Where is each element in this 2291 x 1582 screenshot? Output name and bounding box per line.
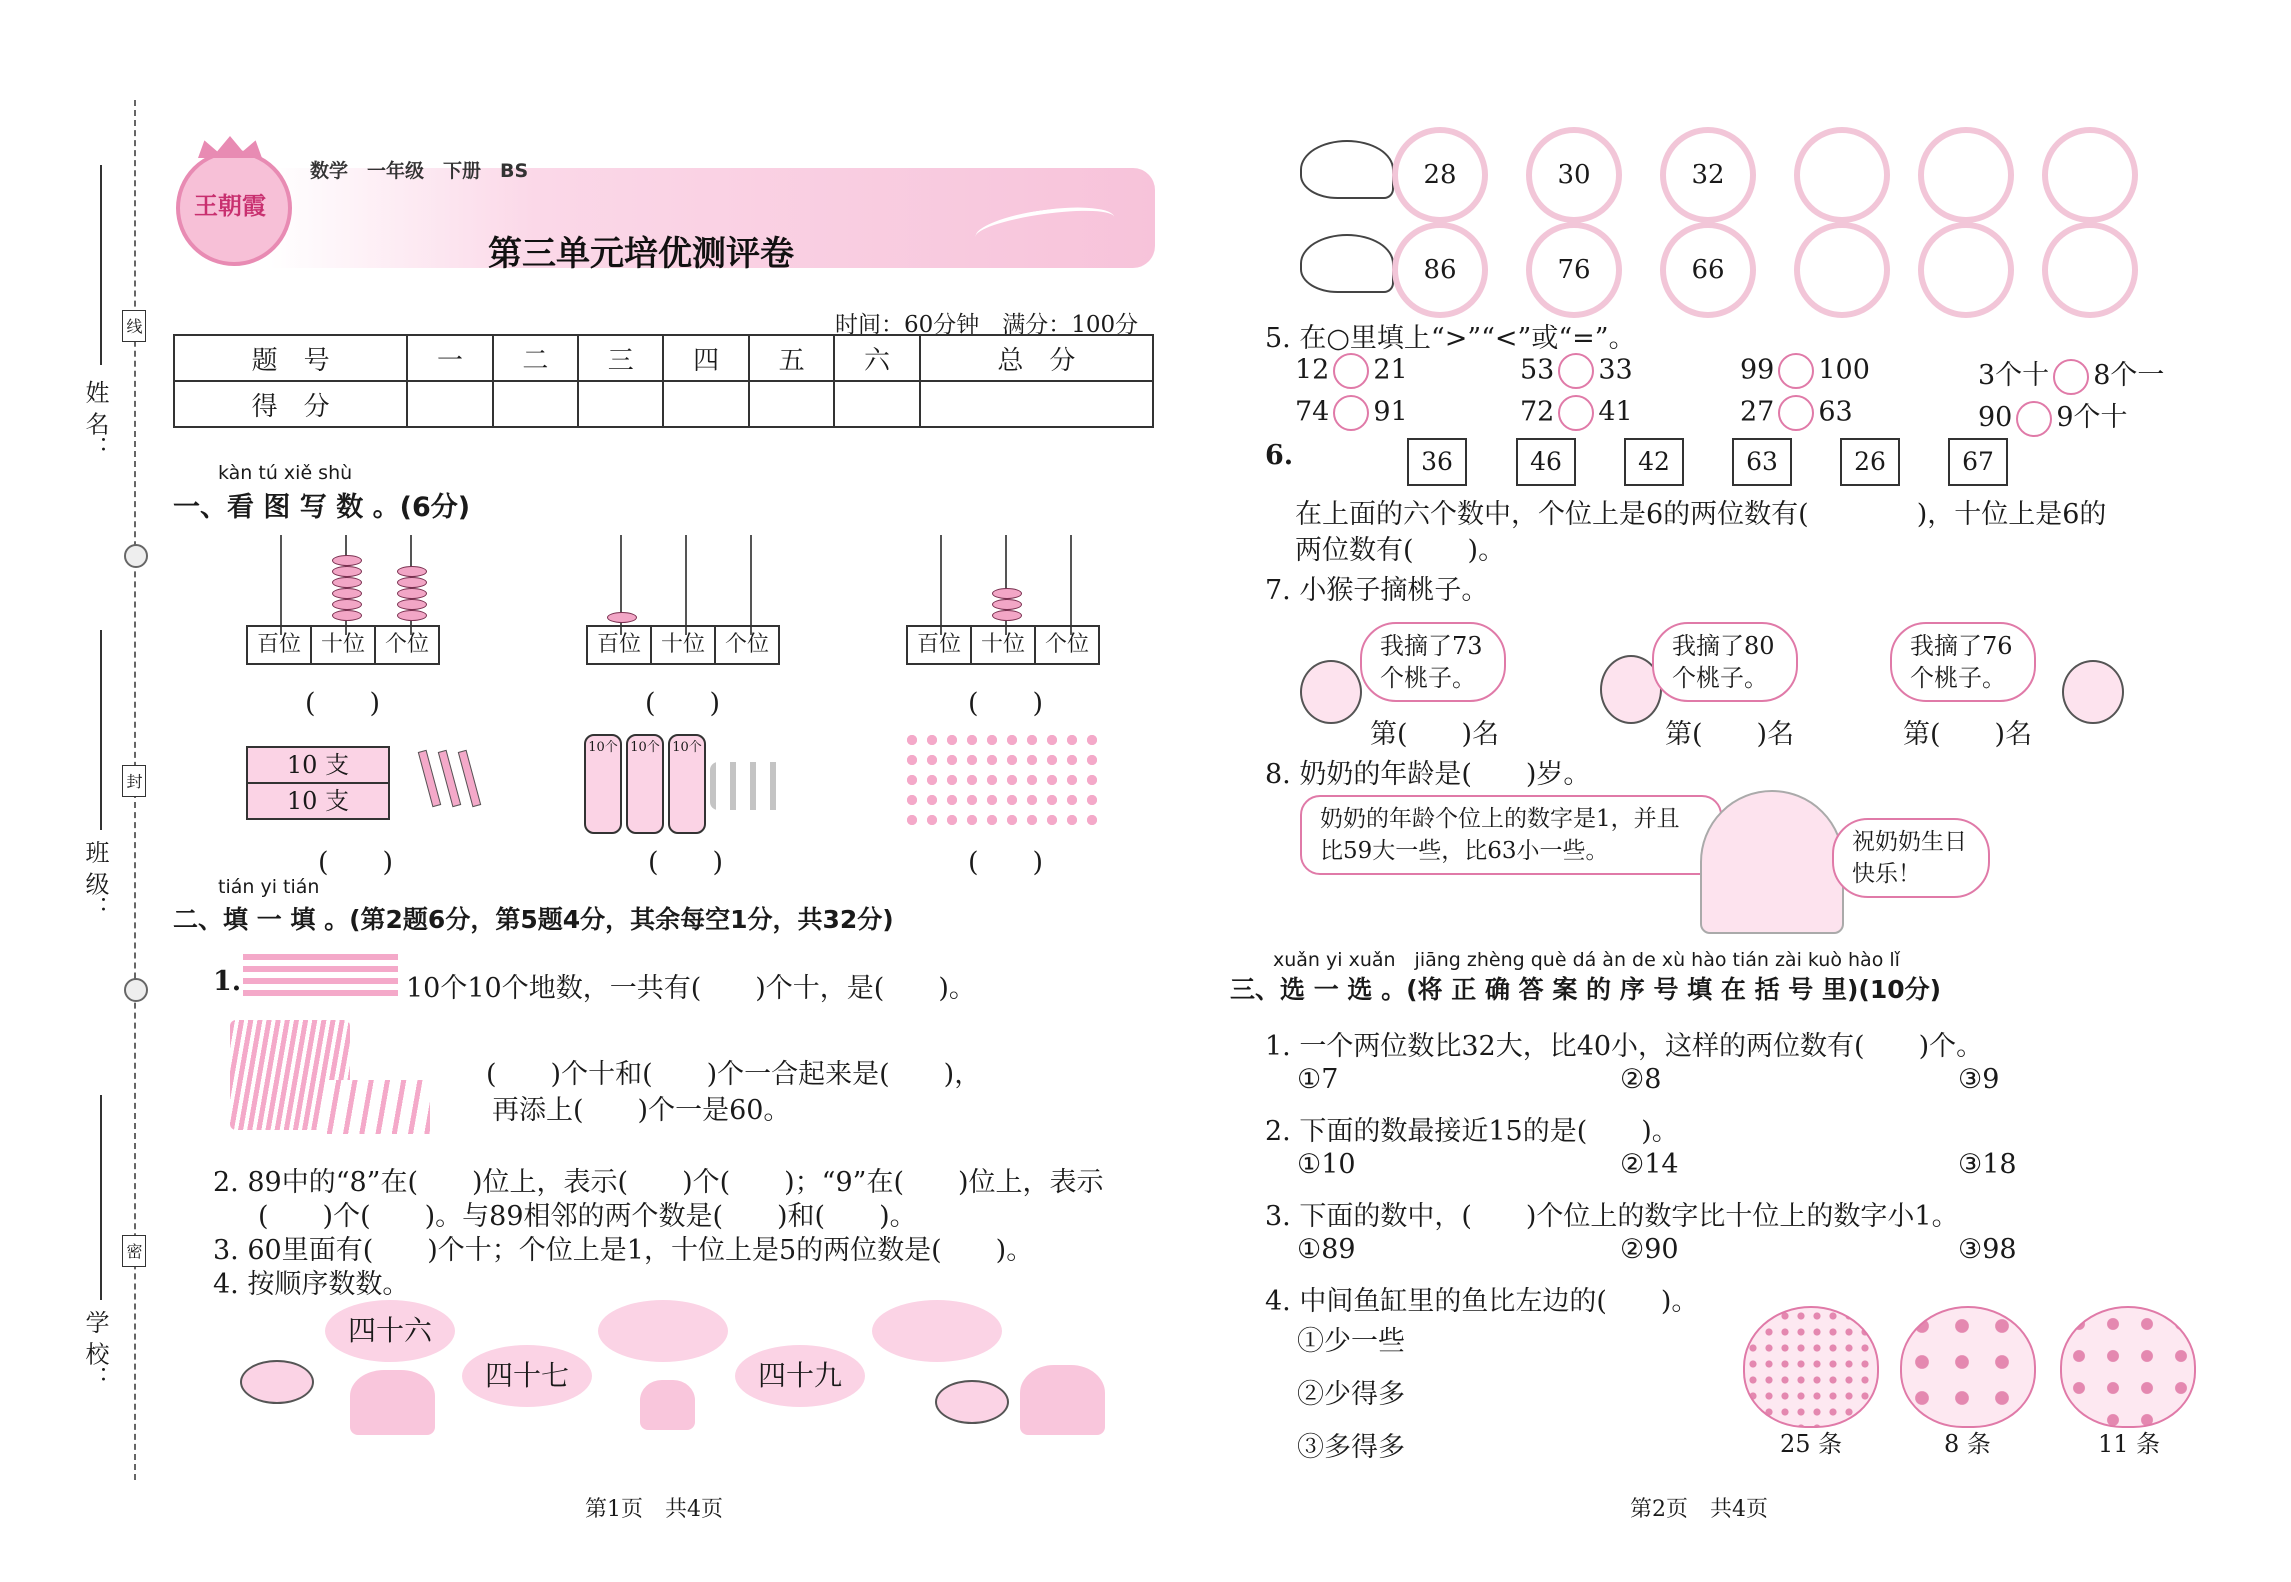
place-label: 百位 <box>908 627 972 663</box>
abacus-bead <box>332 566 362 577</box>
section2-pinyin: tián yi tián <box>218 876 320 898</box>
page-footer-left: 第1页 共4页 <box>585 1497 723 1522</box>
answer-blank[interactable]: ( ) <box>648 847 724 878</box>
coral-icon <box>640 1380 695 1430</box>
abacus-bead <box>332 555 362 566</box>
number-box: 42 <box>1624 438 1684 486</box>
choice-option[interactable]: ③9 <box>1958 1064 2000 1095</box>
q8-text: 8. 奶奶的年龄是( )岁。 <box>1265 759 1591 790</box>
score-table-header: 四 <box>663 335 748 381</box>
place-label: 十位 <box>652 627 716 663</box>
pencil-icon <box>458 750 481 807</box>
logo-text: 王朝霞 <box>194 192 266 220</box>
choice-question: 3. 下面的数中，( )个位上的数字比十位上的数字小1。 <box>1265 1201 1959 1232</box>
answer-blank[interactable]: ( ) <box>645 688 721 719</box>
score-cell[interactable] <box>663 381 748 427</box>
abacus-bead <box>397 599 427 610</box>
speech-bubble: 我摘了80个桃子。 <box>1652 622 1798 702</box>
name-underline <box>100 165 102 365</box>
compare-circle[interactable] <box>1558 353 1594 389</box>
loose-sticks-icon <box>320 1080 430 1134</box>
time-info: 时间：60分钟 满分：100分 <box>835 312 1139 338</box>
bowl-count: 11 条 <box>2098 1430 2161 1458</box>
speech-bubble: 我摘了73个桃子。 <box>1360 622 1506 702</box>
abacus-bead <box>397 566 427 577</box>
compare-item: 3个十 8个一 <box>1978 353 2164 395</box>
score-cell[interactable] <box>749 381 834 427</box>
coral-icon <box>350 1370 435 1435</box>
sequence-circle: 28 <box>1392 127 1488 223</box>
score-table-header: 一 <box>407 335 492 381</box>
abacus-rod <box>280 535 282 635</box>
compare-circle[interactable] <box>1778 395 1814 431</box>
place-label: 百位 <box>248 627 312 663</box>
monkey-icon <box>2062 660 2124 724</box>
birthday-family-icon <box>1700 790 1844 934</box>
choice-option[interactable]: ②少得多 <box>1297 1379 1405 1410</box>
shuttlecock-tube: 10个 <box>584 734 622 834</box>
number-box: 63 <box>1732 438 1792 486</box>
place-label: 个位 <box>384 632 429 657</box>
sequence-oval: 四十七 <box>462 1345 592 1407</box>
number-box: 26 <box>1840 438 1900 486</box>
coral-icon <box>1020 1365 1105 1435</box>
choice-question: 2. 下面的数最接近15的是( )。 <box>1265 1116 1679 1147</box>
q5-title: 5. 在○里填上“>”“<”或“=”。 <box>1265 323 1636 354</box>
answer-blank[interactable]: ( ) <box>968 688 1044 719</box>
choice-option[interactable]: ②8 <box>1620 1064 1662 1095</box>
compare-circle[interactable] <box>2016 401 2052 437</box>
q3-text: 3. 60里面有( )个十；个位上是1，十位上是5的两位数是( )。 <box>213 1235 1034 1266</box>
q2-line2: ( )个( )。与89相邻的两个数是( )和( )。 <box>258 1201 917 1232</box>
place-label: 百位 <box>588 627 652 663</box>
score-cell[interactable] <box>920 381 1153 427</box>
place-label: 个位 <box>1044 632 1089 657</box>
score-table-header: 二 <box>493 335 578 381</box>
compare-item: 99 100 <box>1740 353 1870 389</box>
speech-bubble: 我摘了76个桃子。 <box>1890 622 2036 702</box>
compare-item: 27 63 <box>1740 395 1853 431</box>
q2-line1: 2. 89中的“8”在( )位上，表示( )个( )；“9”在( )位上，表示 <box>213 1167 1104 1198</box>
place-value-labels <box>906 625 1100 665</box>
q6-line2: 两位数有( )。 <box>1295 535 1506 566</box>
number-box: 46 <box>1516 438 1576 486</box>
compare-circle[interactable] <box>1558 395 1594 431</box>
sequence-circle: 66 <box>1660 222 1756 318</box>
abacus-bead <box>607 612 637 623</box>
sequence-oval-blank[interactable] <box>872 1300 1002 1362</box>
compare-item: 12 21 <box>1295 353 1408 389</box>
choice-option[interactable]: ①10 <box>1297 1149 1356 1180</box>
abacus-bead <box>397 577 427 588</box>
q1a-text: 10个10个地数，一共有( )个十，是( )。 <box>406 973 976 1004</box>
score-row-label: 得 分 <box>174 381 407 427</box>
abacus-bead <box>397 610 427 621</box>
choice-option[interactable]: ③18 <box>1958 1149 2017 1180</box>
choice-option[interactable]: ③多得多 <box>1297 1432 1405 1463</box>
fish-icon <box>935 1380 1009 1424</box>
answer-blank[interactable]: ( ) <box>305 688 381 719</box>
abacus-bead <box>992 599 1022 610</box>
pencil-box: 10 支 <box>246 746 390 784</box>
section3-pinyin: xuǎn yi xuǎn jiāng zhèng què dá àn de xù hào tián zài kuò hào lǐ <box>1273 949 1900 971</box>
section3-title: 三、选 一 选 。(将 正 确 答 案 的 序 号 填 在 括 号 里)(10分) <box>1230 975 1942 1004</box>
q4-text: 4. 按顺序数数。 <box>213 1269 410 1300</box>
name-label: 姓 名： <box>81 380 109 460</box>
sequence-oval: 四十六 <box>325 1300 455 1362</box>
subject-line: 数学 一年级 下册 BS <box>310 160 529 182</box>
monkey-icon <box>1300 660 1362 724</box>
seal-mark-mi: 密 <box>122 1235 146 1267</box>
rank-blank[interactable]: 第( )名 <box>1903 719 2033 750</box>
sequence-circle-blank[interactable] <box>1918 127 2014 223</box>
q1c-text: 再添上( )个一是60。 <box>492 1095 791 1126</box>
sequence-circle-blank[interactable] <box>2042 127 2138 223</box>
score-table <box>173 334 1154 428</box>
score-table-header: 题 号 <box>174 335 407 381</box>
abacus-rod <box>685 535 687 635</box>
seal-mark-xian: 线 <box>122 310 146 342</box>
shuttlecock-tube: 10个 <box>668 734 706 834</box>
sequence-circle-blank[interactable] <box>1918 222 2014 318</box>
fish-bowl <box>1743 1306 1879 1428</box>
sequence-circle-blank[interactable] <box>1794 222 1890 318</box>
logo-crown-icon <box>198 136 262 158</box>
compare-circle[interactable] <box>1778 353 1814 389</box>
choice-option[interactable]: ②14 <box>1620 1149 1679 1180</box>
bird-icon <box>1300 140 1394 199</box>
abacus-bead <box>332 610 362 621</box>
shuttlecock-icon <box>710 762 790 810</box>
compare-item: 90 9个十 <box>1978 395 2128 437</box>
choice-option[interactable]: ②90 <box>1620 1234 1679 1265</box>
abacus-bead <box>397 588 427 599</box>
apple-group-icon <box>902 730 1102 830</box>
number-box: 36 <box>1407 438 1467 486</box>
compare-circle[interactable] <box>2053 359 2089 395</box>
bead-string-icon <box>243 954 398 998</box>
sequence-circle-blank[interactable] <box>2042 222 2138 318</box>
score-table-header: 六 <box>834 335 919 381</box>
abacus-rod <box>750 535 752 635</box>
seal-mark-feng: 封 <box>122 765 146 797</box>
place-label: 个位 <box>724 632 769 657</box>
sequence-oval-blank[interactable] <box>598 1300 728 1362</box>
choice-option[interactable]: ①7 <box>1297 1064 1339 1095</box>
fish-icon <box>240 1360 314 1404</box>
compare-circle[interactable] <box>1333 353 1369 389</box>
place-label: 十位 <box>312 627 376 663</box>
q6-number: 6. <box>1265 440 1294 471</box>
bird-icon <box>1300 234 1394 293</box>
place-value-labels <box>586 625 780 665</box>
pencil-box: 10 支 <box>246 782 390 820</box>
grandma-age-clue: 奶奶的年龄个位上的数字是1，并且比59大一些，比63小一些。 <box>1300 795 1722 875</box>
choice-option[interactable]: ①少一些 <box>1297 1326 1405 1357</box>
choice-option[interactable]: ①89 <box>1297 1234 1356 1265</box>
q1b-text: ( )个十和( )个一合起来是( )， <box>486 1059 982 1090</box>
abacus-bead <box>992 610 1022 621</box>
abacus-rod <box>1070 535 1072 635</box>
score-table-header: 三 <box>578 335 663 381</box>
fish-bowl <box>2060 1306 2196 1428</box>
q7-text: 7. 小猴子摘桃子。 <box>1265 575 1489 606</box>
rank-blank[interactable]: 第( )名 <box>1665 719 1795 750</box>
compare-item: 74 91 <box>1295 395 1408 431</box>
score-cell[interactable] <box>578 381 663 427</box>
score-cell[interactable] <box>493 381 578 427</box>
page-title: 第三单元培优测评卷 <box>488 234 794 274</box>
score-table-header: 总 分 <box>920 335 1153 381</box>
q1-number: 1. <box>213 966 242 997</box>
abacus-bead <box>332 599 362 610</box>
birthday-wish-bubble: 祝奶奶生日快乐！ <box>1832 818 1990 898</box>
page-footer-right: 第2页 共4页 <box>1630 1497 1768 1522</box>
sequence-circle: 76 <box>1526 222 1622 318</box>
choice-question: 1. 一个两位数比32大，比40小，这样的两位数有( )个。 <box>1265 1031 1984 1062</box>
choice-option[interactable]: ③98 <box>1958 1234 2017 1265</box>
school-label: 学 校： <box>81 1310 109 1390</box>
rank-blank[interactable]: 第( )名 <box>1370 719 1500 750</box>
score-cell[interactable] <box>407 381 492 427</box>
number-box: 67 <box>1948 438 2008 486</box>
answer-blank[interactable]: ( ) <box>318 847 394 878</box>
section1-title: 一、看 图 写 数 。(6分) <box>173 492 471 523</box>
abacus-rod <box>940 535 942 635</box>
class-label: 班 级： <box>81 840 109 920</box>
pencil-icon <box>418 750 441 807</box>
score-table-header: 五 <box>749 335 834 381</box>
bowl-count: 25 条 <box>1780 1430 1843 1458</box>
section1-pinyin: kàn tú xiě shù <box>218 462 353 484</box>
abacus-bead <box>992 588 1022 599</box>
shuttlecock-tube: 10个 <box>626 734 664 834</box>
place-value-labels <box>246 625 440 665</box>
binding-knot-icon <box>124 978 148 1002</box>
answer-blank[interactable]: ( ) <box>968 847 1044 878</box>
bowl-count: 8 条 <box>1944 1430 1991 1458</box>
compare-item: 53 33 <box>1520 353 1633 389</box>
compare-circle[interactable] <box>1333 395 1369 431</box>
pencil-icon <box>438 750 461 807</box>
abacus-bead <box>332 577 362 588</box>
section2-title: 二、填 一 填 。(第2题6分，第5题4分，其余每空1分，共32分) <box>173 905 894 934</box>
class-underline <box>100 630 102 830</box>
compare-item: 72 41 <box>1520 395 1633 431</box>
sequence-circle-blank[interactable] <box>1794 127 1890 223</box>
abacus-bead <box>332 588 362 599</box>
binding-knot-icon <box>124 544 148 568</box>
place-label: 十位 <box>972 627 1036 663</box>
choice-question: 4. 中间鱼缸里的鱼比左边的( )。 <box>1265 1286 1699 1317</box>
school-underline <box>100 1095 102 1300</box>
sequence-circle: 32 <box>1660 127 1756 223</box>
q6-line1: 在上面的六个数中，个位上是6的两位数有( )，十位上是6的 <box>1295 499 2107 530</box>
sequence-circle: 30 <box>1526 127 1622 223</box>
fish-bowl <box>1900 1306 2036 1428</box>
sequence-oval: 四十九 <box>735 1345 865 1407</box>
sequence-circle: 86 <box>1392 222 1488 318</box>
score-cell[interactable] <box>834 381 919 427</box>
